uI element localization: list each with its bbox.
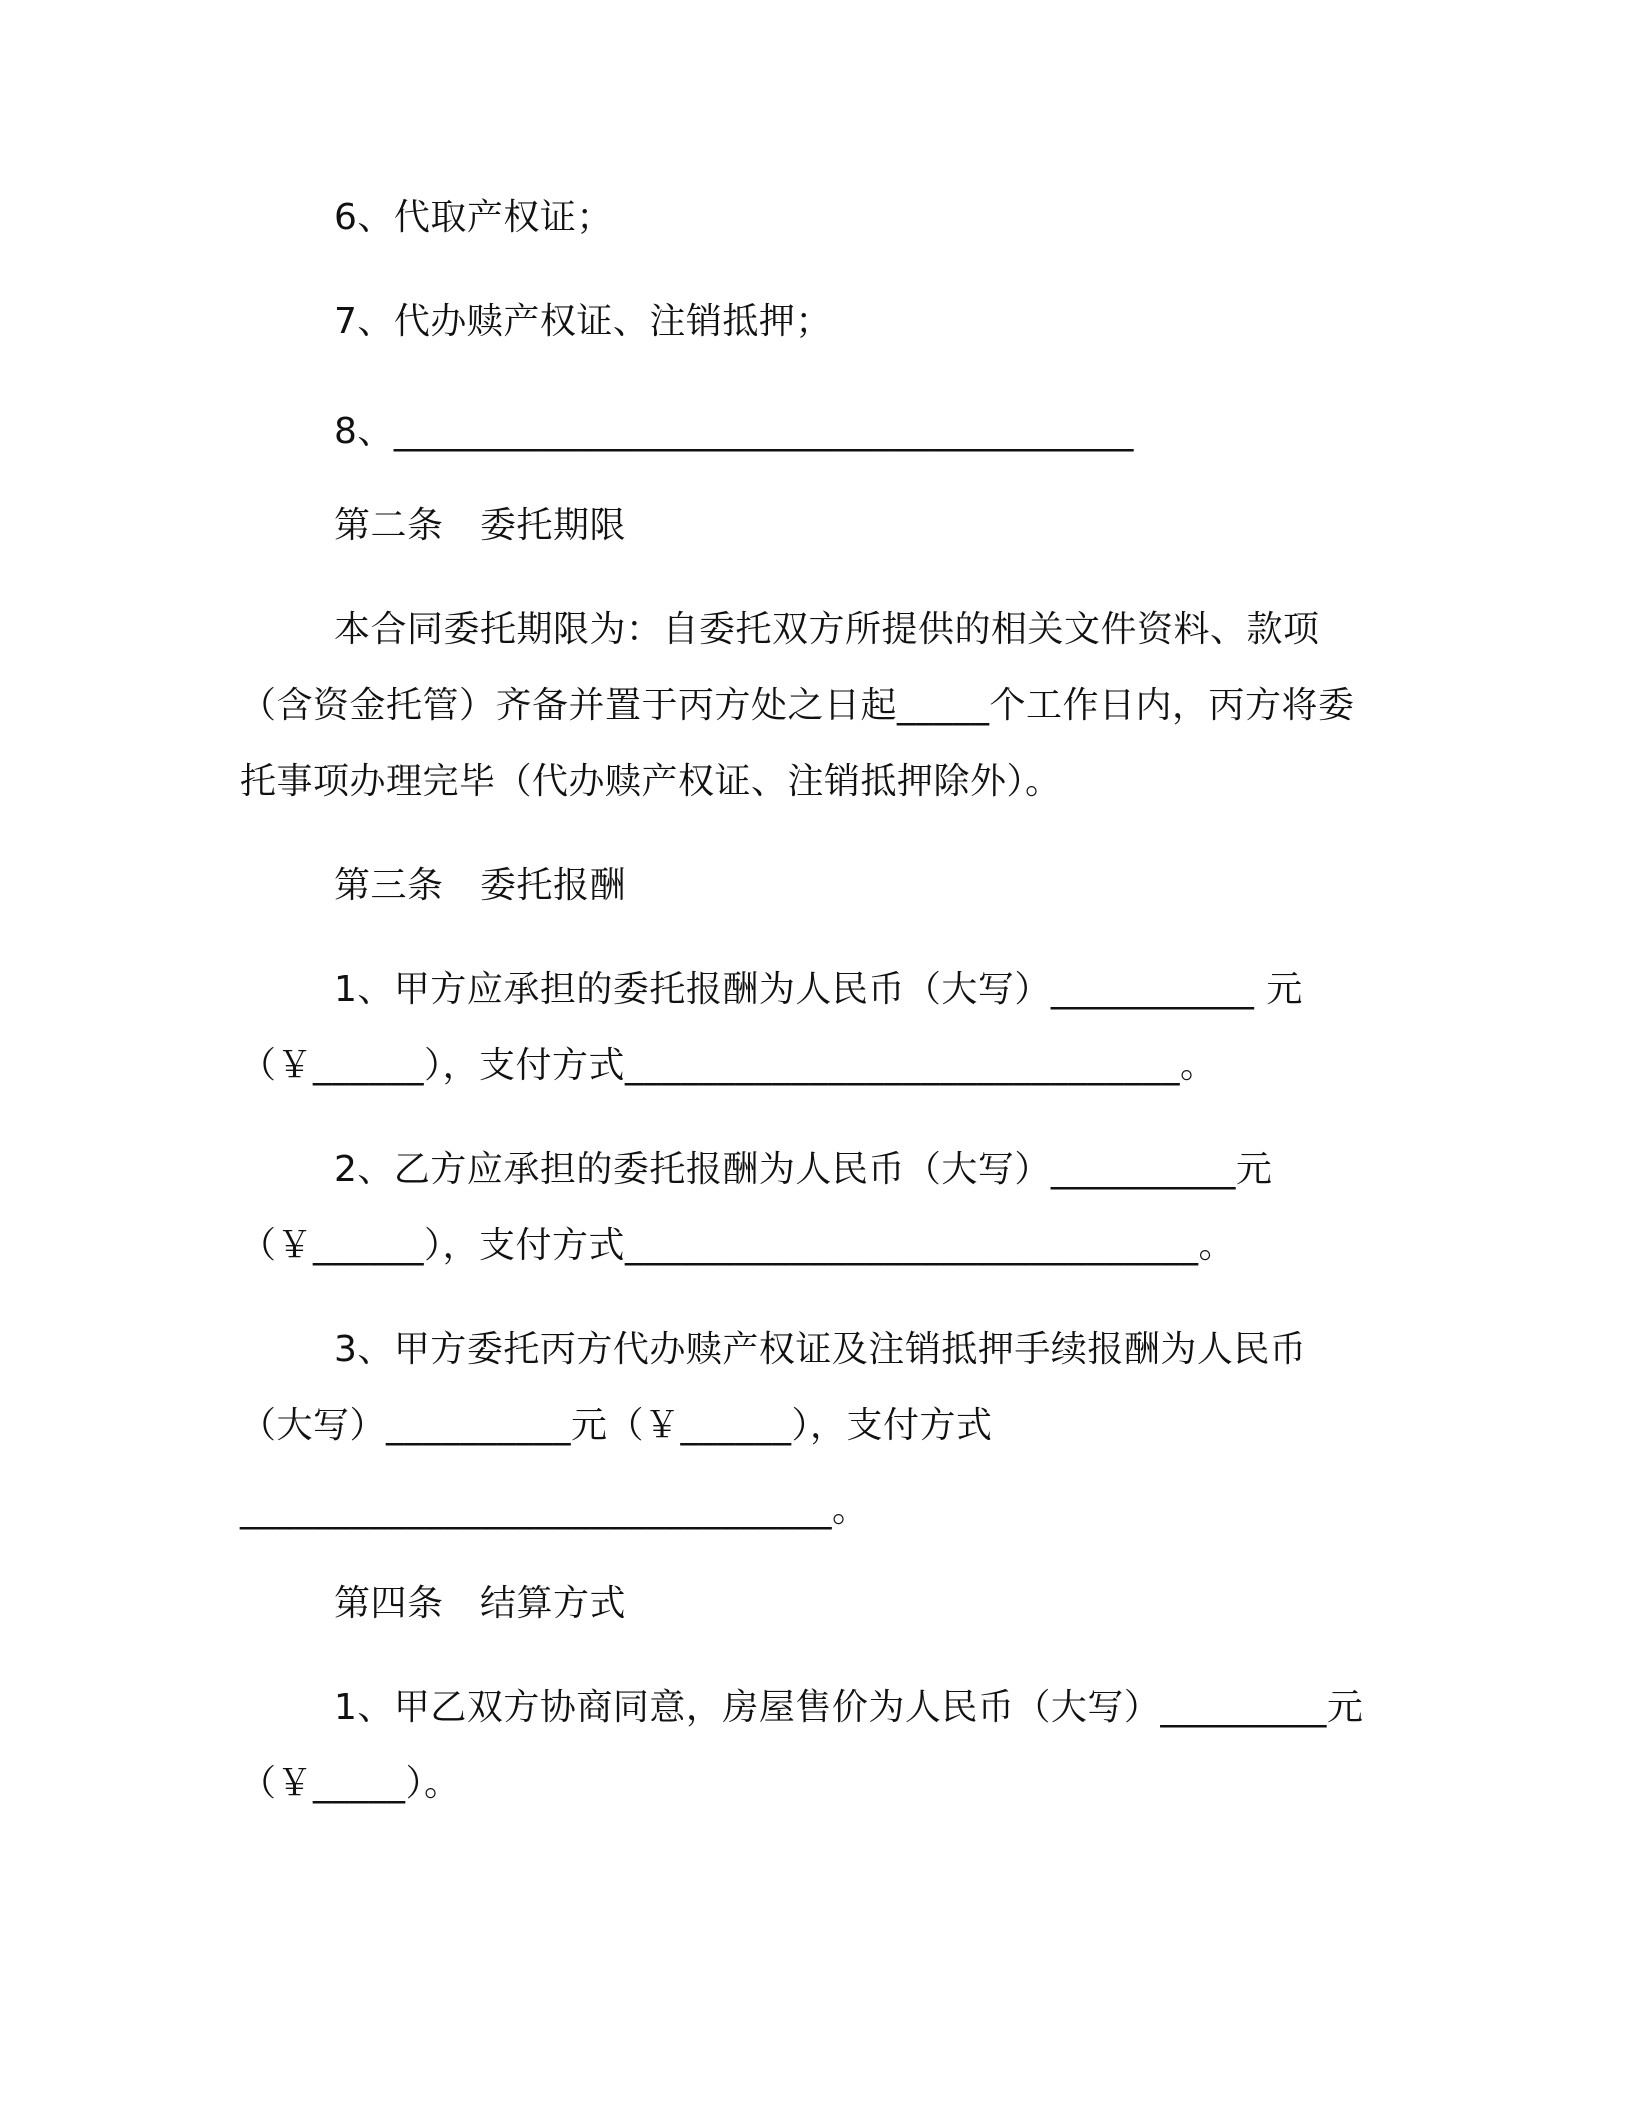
term-paragraph-line-3: 托事项办理完毕（代办赎产权证、注销抵押除外）。 bbox=[240, 761, 1062, 802]
clause-item-6: 6、代取产权证； bbox=[334, 197, 613, 238]
term-paragraph-line-1: 本合同委托期限为：自委托双方所提供的相关文件资料、款项 bbox=[334, 609, 1320, 650]
fee-item-3-line-1: 3、甲方委托丙方代办赎产权证及注销抵押手续报酬为人民币 bbox=[334, 1329, 1307, 1370]
clause-item-7: 7、代办赎产权证、注销抵押； bbox=[334, 301, 832, 342]
fee-item-1-line-1: 1、甲方应承担的委托报酬为人民币（大写）___________ 元 bbox=[334, 969, 1303, 1010]
fee-item-3-line-2: （大写）__________元（￥______），支付方式 bbox=[240, 1405, 993, 1446]
clause-item-8: 8、________________________________________ bbox=[334, 411, 1134, 452]
article-heading-2: 第二条 委托期限 bbox=[334, 505, 627, 546]
article-heading-4: 第四条 结算方式 bbox=[334, 1583, 627, 1624]
fee-item-2-line-2: （￥______），支付方式_______________________________。 bbox=[240, 1225, 1236, 1266]
term-paragraph-line-2: （含资金托管）齐备并置于丙方处之日起_____个工作日内，丙方将委 bbox=[240, 685, 1355, 726]
fee-item-3-line-3: ________________________________。 bbox=[240, 1489, 869, 1530]
settlement-item-1-line-1: 1、甲乙双方协商同意，房屋售价为人民币（大写）_________元 bbox=[334, 1687, 1364, 1728]
article-heading-3: 第三条 委托报酬 bbox=[334, 865, 627, 906]
fee-item-2-line-1: 2、乙方应承担的委托报酬为人民币（大写）__________元 bbox=[334, 1149, 1273, 1190]
fee-item-1-line-2: （￥______），支付方式______________________________。 bbox=[240, 1045, 1217, 1086]
settlement-item-1-line-2: （￥_____）。 bbox=[240, 1763, 461, 1804]
